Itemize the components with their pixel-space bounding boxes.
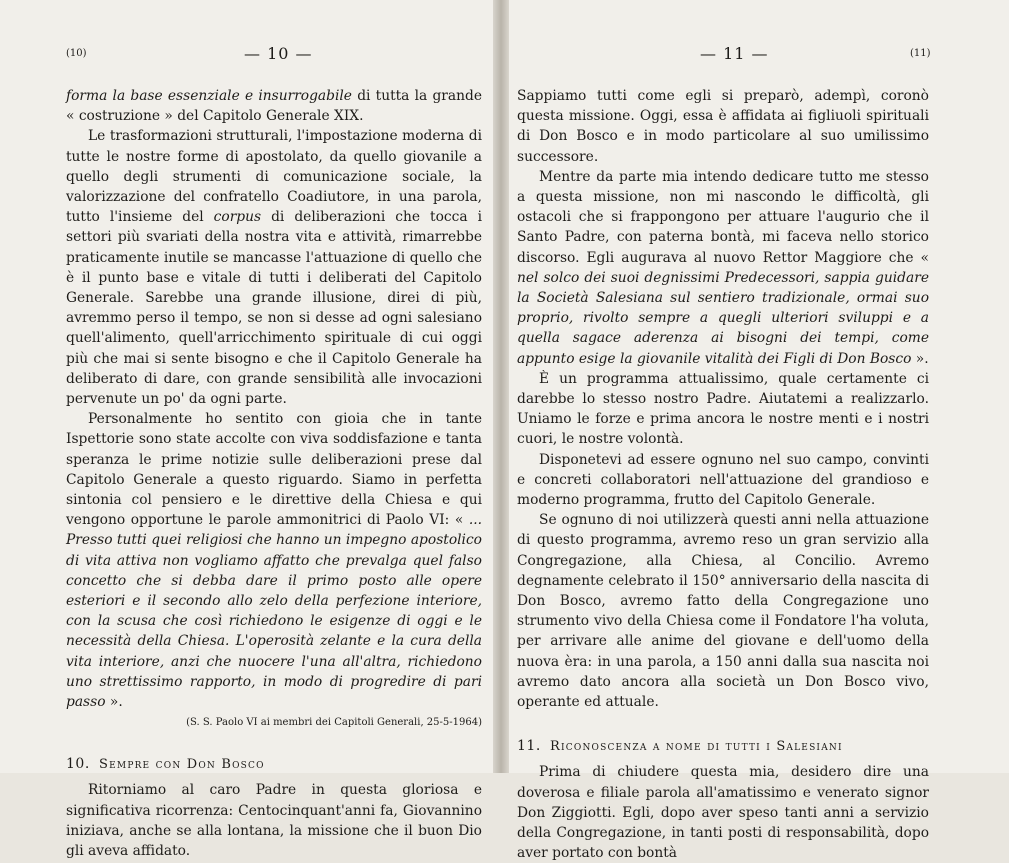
text-span: Le trasformazioni strutturali, l'impostazione moderna di tutte le nostre forme di apostolato, da quello giovanile a quello degli strumenti di comunicazione sociale, la valorizzazione del confratello Coadiutore, in una parola, tutto l'insieme del bbox=[66, 128, 482, 226]
italic-span: forma la base essenziale e insurrogabile bbox=[66, 88, 352, 104]
right-paragraph-1: Sappiamo tutti come egli si preparò, adempì, coronò questa missione. Oggi, essa è affidata ai figliuoli spirituali di Don Bosco e in modo particolare al suo umilissimo successore. bbox=[517, 88, 929, 165]
italic-quote: nel solco dei suoi degnissimi Predecessori, sappia guidare la Società Salesiana sul sentiero tradizionale, ormai suo proprio, rivolto sempre a quegli ulteriori sviluppi e a quella sagace aderenza ai bisogni dei tempi, come appunto esige la giovanile vitalità dei Figli di Don Bosco bbox=[517, 269, 929, 367]
right-text-column bbox=[517, 86, 929, 863]
left-paragraph-3 bbox=[66, 409, 482, 712]
italic-quote: ... Presso tutti quei religiosi che hanno un impegno apostolico di vita attiva non vogliamo affatto che prevalga quel falso concetto che si debba dare il primo posto alle opere esteriori e il secondo allo zelo della perfezione interiore, con la scusa che così richiedono le esigenze di oggi e le necessità della Chiesa. L'operosità zelante e la cura della vita interiore, anzi che nuocere l'una all'altra, richiedono uno strettissimo rapporto, in modo di progredire di pari passo bbox=[66, 512, 482, 711]
text-span: Mentre da parte mia intendo dedicare tutto me stesso a questa missione, non mi nascondo le difficoltà, gli ostacoli che si frappongono per attuare l'augurio che il Santo Padre, con paterna bontà, mi faceva nello storico discorso. Egli augurava al nuovo Rettor Maggiore che « bbox=[517, 168, 929, 266]
left-page bbox=[0, 0, 500, 859]
left-corner-label: (10) bbox=[66, 48, 87, 59]
right-paragraph-5: Se ognuno di noi utilizzerà questi anni nella attuazione di questo programma, avremo reso un gran servizio alla Congregazione, alla Chiesa, al Concilio. Avremo degnamente celebrato il 150° anniversario della nascita di Don Bosco, avremo fatto della Congregazione uno strumento vivo della Chiesa come il Fondatore l'ha voluta, per arrivare alle anime del giovane e dell'uomo della nuova èra: in una parola, a 150 anni dalla sua nascita noi avremo dato ancora alla società un Don Bosco vivo, operante ed attuale. bbox=[517, 512, 929, 711]
citation: (S. S. Paolo VI ai membri dei Capitoli Generali, 25-5-1964) bbox=[186, 717, 482, 729]
section-number: 11. bbox=[517, 738, 541, 755]
right-page bbox=[500, 0, 1009, 862]
right-paragraph-2 bbox=[517, 167, 929, 369]
right-corner-label: (11) bbox=[910, 48, 931, 59]
right-paragraph-6: Prima di chiudere questa mia, desidero dire una doverosa e filiale parola all'amatissimo e venerato signor Don Ziggiotti. Egli, dopo aver speso tanti anni a servizio della Congregazione, in tanti posti di responsabilità, dopo aver portato con bontà bbox=[517, 764, 929, 862]
book-gutter bbox=[493, 0, 509, 773]
left-paragraph-2 bbox=[66, 126, 482, 409]
section-heading-10 bbox=[66, 756, 482, 772]
left-paragraph-4: Ritorniamo al caro Padre in questa gloriosa e significativa ricorrenza: Centocinquant'anni fa, Giovannino iniziava, anche se alla lontana, la missione che il buon Dio gli aveva affidato. bbox=[66, 782, 482, 859]
text-span: ». bbox=[105, 694, 123, 711]
text-span: Personalmente ho sentito con gioia che in tante Ispettorie sono state accolte con viva soddisfazione e tanta speranza le prime notizie sulle deliberazioni prese dal Capitolo Generale a questo riguardo. Siamo in perfetta sintonia col pensiero e le direttive della Chiesa e qui vengono opportune le parole ammonitrici di Paolo VI: « bbox=[66, 411, 482, 529]
italic-span: corpus bbox=[213, 209, 262, 226]
right-page-number: — 11 — bbox=[700, 44, 769, 63]
right-paragraph-4: Disponetevi ad essere ognuno nel suo campo, convinti e concreti collaboratori nell'attuazione del grandioso e moderno programma, frutto del Capitolo Generale. bbox=[517, 451, 929, 509]
left-text-column bbox=[66, 86, 482, 861]
section-heading-11 bbox=[517, 738, 929, 754]
left-page-number: — 10 — bbox=[244, 44, 313, 63]
text-span: di deliberazioni che tocca i settori più svariati della nostra vita e attività, rimarrebbe praticamente inutile se mancasse l'attuazione di quello che è il punto base e vitale di tutti i deliberati del Capitolo Generale. Sarebbe una grande illusione, direi di più, avremmo perso il tempo, se non si desse ad ogni salesiano quell'alimento, quell'arricchimento spirituale di cui oggi più che mai si sente bisogno e che il Capitolo Generale ha deliberato di dare, con grande sensibilità alle invocazioni pervenute un po' da ogni parte. bbox=[66, 209, 482, 408]
section-number: 10. bbox=[66, 756, 90, 773]
text-span: ». bbox=[911, 350, 929, 367]
section-title: Riconoscenza a nome di tutti i Salesiani bbox=[550, 739, 843, 755]
section-title: Sempre con Don Bosco bbox=[99, 757, 265, 773]
right-paragraph-3: È un programma attualissimo, quale certamente ci darebbe lo stesso nostro Padre. Aiutatemi a realizzarlo. Uniamo le forze e prima ancora le nostre menti e i nostri cuori, le nostre volontà. bbox=[517, 370, 929, 448]
text-span: di tutta la grande « costruzione » del Capitolo Generale XIX. bbox=[66, 88, 482, 125]
left-paragraph-1 bbox=[66, 86, 482, 126]
